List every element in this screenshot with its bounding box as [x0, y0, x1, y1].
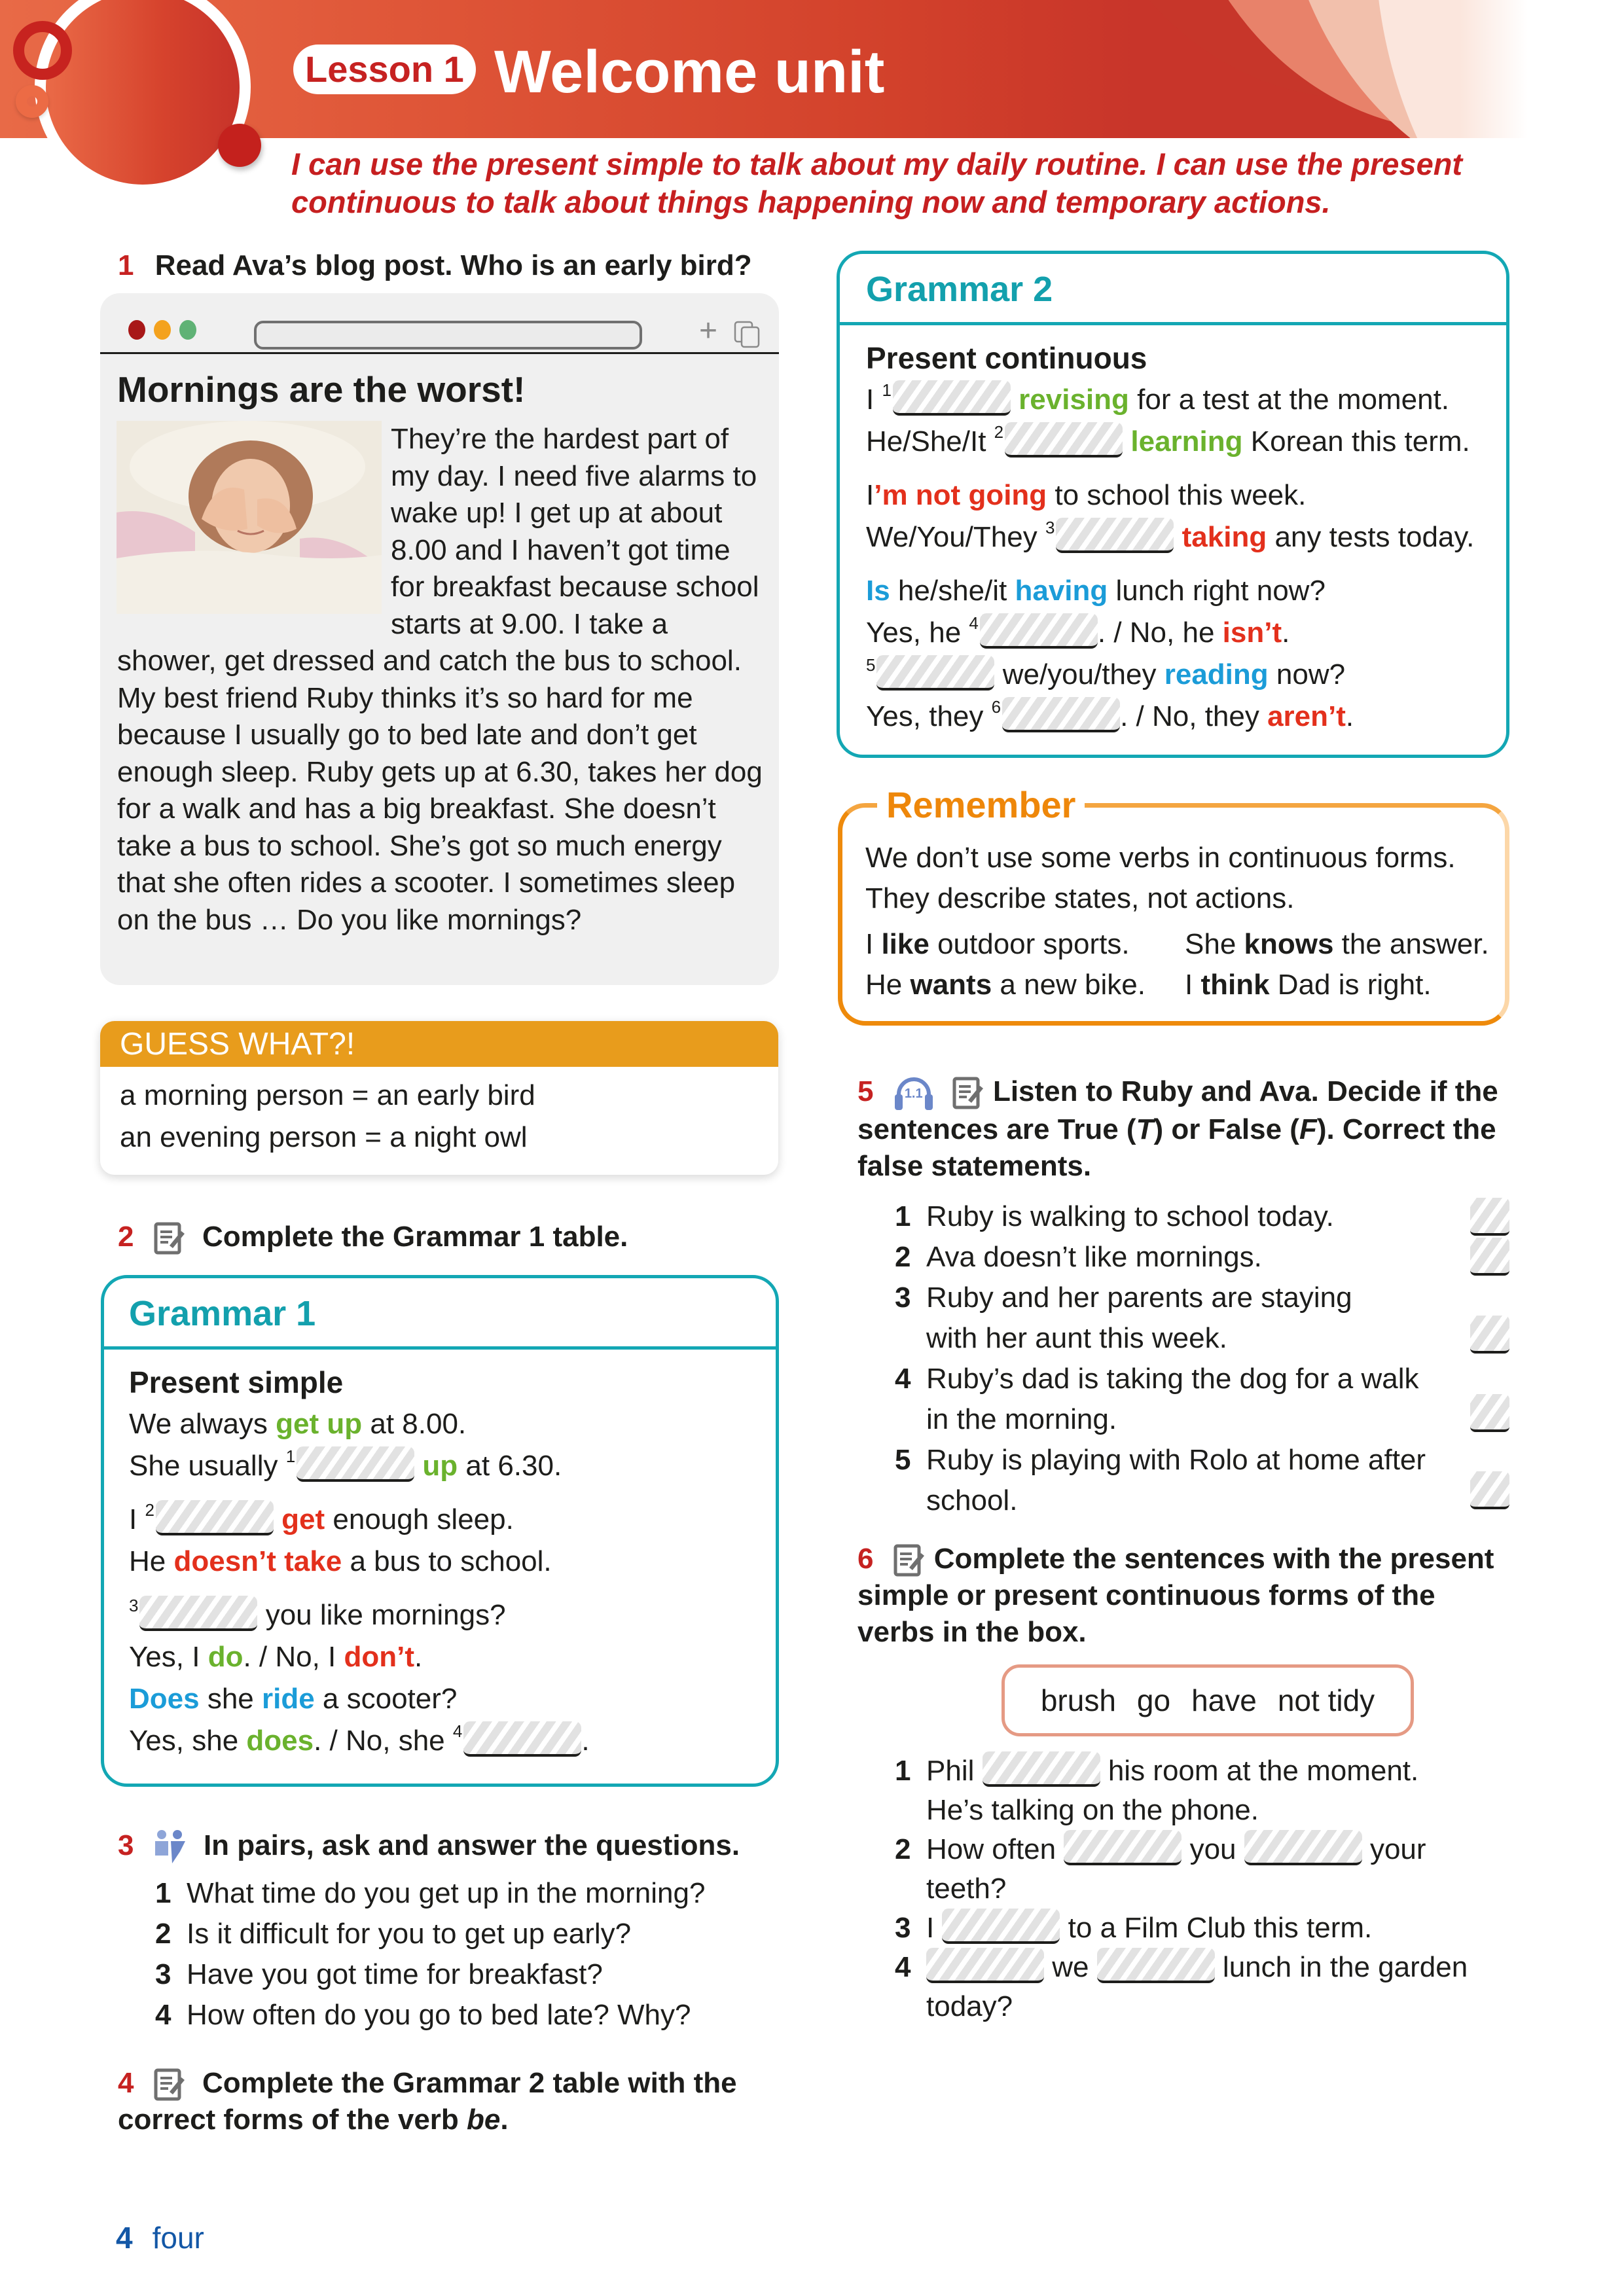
exercise-number: 3	[118, 1829, 134, 1861]
exercise-number: 1	[118, 249, 134, 281]
writing-icon	[952, 1077, 984, 1109]
exercise-number: 2	[118, 1221, 134, 1253]
list-item: 1 What time do you get up in the morning?	[155, 1877, 706, 1909]
true-false-answer-box[interactable]	[1470, 1394, 1509, 1432]
page-number: 4 four	[116, 2221, 204, 2255]
decor-dot	[218, 124, 261, 167]
tabs-icon[interactable]	[734, 321, 761, 348]
grammar-line: I $^2$ get enough sleep.	[129, 1500, 514, 1535]
window-close-dot	[128, 320, 145, 340]
instruction-text: Complete the Grammar 2 table with the correct forms of the verb	[118, 2067, 737, 2136]
answer-blank[interactable]	[893, 380, 1011, 416]
guess-what-box	[100, 1021, 778, 1175]
verb-option: go	[1136, 1683, 1171, 1717]
exercise-number: 6	[857, 1543, 874, 1575]
answer-blank[interactable]	[463, 1721, 581, 1757]
remember-example: I like outdoor sports.	[865, 928, 1130, 960]
remember-example: I think Dad is right.	[1185, 969, 1432, 1001]
exercise-5-instruction: 5 1.1 Listen to Ruby and Ava. Decide if the sentences are True (T) or False (F). Correct the false statements.	[857, 1075, 1498, 1183]
guess-what-title: GUESS WHAT?!	[100, 1021, 778, 1067]
exercise-number: 5	[857, 1075, 874, 1107]
track-number: 1.1	[904, 1086, 923, 1102]
page-title: Welcome unit	[494, 39, 885, 105]
instruction-text: Read Ava’s blog post. Who is an early bird?	[154, 249, 752, 281]
verb-box	[1001, 1664, 1414, 1736]
writing-icon	[154, 1222, 185, 1255]
answer-blank[interactable]	[876, 655, 994, 691]
grammar-line: Yes, I do. / No, I don’t.	[129, 1641, 423, 1673]
grammar-line: Is he/she/it having lunch right now?	[866, 575, 1326, 607]
answer-blank[interactable]	[1064, 1830, 1182, 1865]
grammar-2-title: Grammar 2	[840, 254, 1506, 325]
list-item: 2 Is it difficult for you to get up early?	[155, 1918, 632, 1950]
blog-browser-window	[100, 293, 779, 985]
exercise-3-questions	[155, 1873, 770, 2036]
writing-icon	[154, 2068, 185, 2101]
exercise-3-instruction	[118, 1827, 740, 1865]
remember-title: Remember	[877, 784, 1085, 826]
grammar-line: Yes, she does. / No, she $^4$ .	[129, 1721, 590, 1757]
true-false-answer-box[interactable]	[1470, 1198, 1509, 1236]
browser-toolbar	[100, 293, 779, 354]
answer-blank[interactable]	[980, 613, 1098, 649]
lesson-label: Lesson 1	[293, 45, 476, 94]
instruction-text: Complete the Grammar 1 table.	[202, 1221, 628, 1253]
grammar-line: Does she ride a scooter?	[129, 1683, 458, 1715]
exercise-number: 4	[118, 2067, 134, 2099]
grammar-line: We/You/They $^3$ taking any tests today.	[866, 518, 1475, 553]
answer-blank[interactable]	[926, 1948, 1044, 1983]
list-item: 2 Ava doesn’t like mornings.	[895, 1241, 1262, 1273]
answer-blank[interactable]	[1005, 422, 1123, 457]
pair-work-icon	[153, 1829, 188, 1865]
audio-track-icon[interactable]	[893, 1075, 934, 1111]
writing-icon	[893, 1544, 925, 1577]
answer-blank[interactable]	[1097, 1948, 1215, 1983]
guess-what-line: an evening person = a night owl	[120, 1121, 528, 1153]
list-item: 4 How often do you go to bed late? Why?	[155, 1999, 691, 2031]
header-fade	[1460, 0, 1624, 138]
answer-blank[interactable]	[1056, 518, 1174, 553]
decor-ring-orange	[16, 85, 48, 118]
answer-blank[interactable]	[942, 1909, 1060, 1944]
answer-blank[interactable]	[983, 1751, 1100, 1787]
exercise-1-instruction	[118, 247, 752, 284]
answer-blank[interactable]	[1002, 697, 1120, 732]
exercise-2-instruction	[118, 1219, 628, 1255]
address-bar[interactable]	[254, 321, 642, 350]
grammar-line: Yes, he $^4$ . / No, he isn’t.	[866, 613, 1290, 649]
list-item: 1 Phil his room at the moment. He’s talking on the phone.	[895, 1751, 1484, 1830]
grammar-line: $^5$ we/you/they reading now?	[866, 655, 1346, 691]
answer-blank[interactable]	[297, 1446, 414, 1482]
grammar-line: He/She/It $^2$ learning Korean this term.	[866, 422, 1470, 457]
grammar-line: She usually $^1$ up at 6.30.	[129, 1446, 562, 1482]
grammar-line: Yes, they $^6$ . / No, they aren’t.	[866, 697, 1354, 732]
instruction-text: Complete the sentences with the present simple or present continuous forms of the verbs in the box.	[857, 1543, 1494, 1648]
grammar-line: He doesn’t take a bus to school.	[129, 1545, 552, 1577]
instruction-emphasis: be	[467, 2104, 501, 2136]
exercise-6-sentences	[895, 1751, 1484, 2026]
answer-blank[interactable]	[139, 1596, 257, 1631]
grammar-1-title: Grammar 1	[104, 1278, 776, 1350]
list-item: 5 Ruby is playing with Rolo at home after school.	[895, 1444, 1426, 1516]
grammar-line: We always get up at 8.00.	[129, 1408, 467, 1440]
blog-title: Mornings are the worst!	[117, 369, 526, 410]
remember-text: We don’t use some verbs in continuous forms. They describe states, not actions.	[865, 842, 1456, 914]
remember-example: She knows the answer.	[1185, 928, 1489, 960]
guess-what-line: a morning person = an early bird	[120, 1079, 535, 1111]
answer-blank[interactable]	[156, 1500, 274, 1535]
exercise-6-instruction	[857, 1541, 1512, 1651]
list-item: 4 we lunch in the garden today?	[895, 1948, 1484, 2026]
list-item: 2 How often you your teeth?	[895, 1830, 1484, 1909]
grammar-2-table	[837, 251, 1509, 758]
blog-post-text	[117, 421, 765, 939]
exercise-4-instruction: 4 Complete the Grammar 2 table with the correct forms of the verb be.	[118, 2067, 737, 2136]
grammar-subtitle: Present simple	[129, 1365, 344, 1399]
list-item: 3 Ruby and her parents are staying with her aunt this week.	[895, 1282, 1352, 1354]
instruction-text: Listen to Ruby and Ava. Decide if the sentences are True (	[857, 1075, 1498, 1146]
grammar-line: I $^1$ revising for a test at the moment.	[866, 380, 1450, 416]
blog-body: They’re the hardest part of my day. I need five alarms to wake up! I get up at about 8.00 and I haven’t got time for breakfast because school starts at 9.00. I take a shower, get dressed and catch the bus to school. My best friend Ruby thinks it’s so hard for me because I usually go to bed late and don’t get enough sleep. Ruby gets up at 6.30, takes her dog for a walk and has a big breakfast. She doesn’t take a bus to school. She’s got so much energy that she often rides a scooter. I sometimes sleep on the bus … Do you like mornings?	[117, 423, 763, 936]
new-tab-icon[interactable]: +	[699, 314, 718, 348]
list-item: 4 Ruby’s dad is taking the dog for a walk in the morning.	[895, 1363, 1419, 1435]
true-false-answer-box[interactable]	[1470, 1238, 1509, 1276]
exercise-5-statements	[895, 1196, 1458, 1521]
verb-option: brush	[1040, 1683, 1116, 1717]
decor-circle	[46, 0, 240, 185]
window-minimize-dot	[154, 320, 171, 340]
list-item: 1 Ruby is walking to school today.	[895, 1200, 1334, 1232]
list-item: 3 I to a Film Club this term.	[895, 1909, 1484, 1948]
instruction-text: In pairs, ask and answer the questions.	[203, 1829, 740, 1861]
verb-option: have	[1191, 1683, 1257, 1717]
window-maximize-dot	[179, 320, 196, 340]
decor-ring-red	[13, 21, 72, 80]
answer-blank[interactable]	[1244, 1830, 1362, 1865]
true-false-answer-box[interactable]	[1470, 1471, 1509, 1509]
remember-body	[865, 838, 1494, 1005]
grammar-line: $^3$ you like mornings?	[129, 1596, 506, 1631]
learning-objectives: I can use the present simple to talk about my daily routine. I can use the present continuous to talk about things happening now and temporary actions.	[291, 147, 1463, 219]
grammar-line: I’m not going to school this week.	[866, 479, 1307, 511]
list-item: 3 Have you got time for breakfast?	[155, 1958, 603, 1990]
verb-option: not tidy	[1277, 1683, 1375, 1717]
grammar-1-table	[101, 1275, 779, 1787]
grammar-subtitle: Present continuous	[866, 341, 1147, 375]
remember-example: He wants a new bike.	[865, 969, 1146, 1001]
true-false-answer-box[interactable]	[1470, 1316, 1509, 1354]
